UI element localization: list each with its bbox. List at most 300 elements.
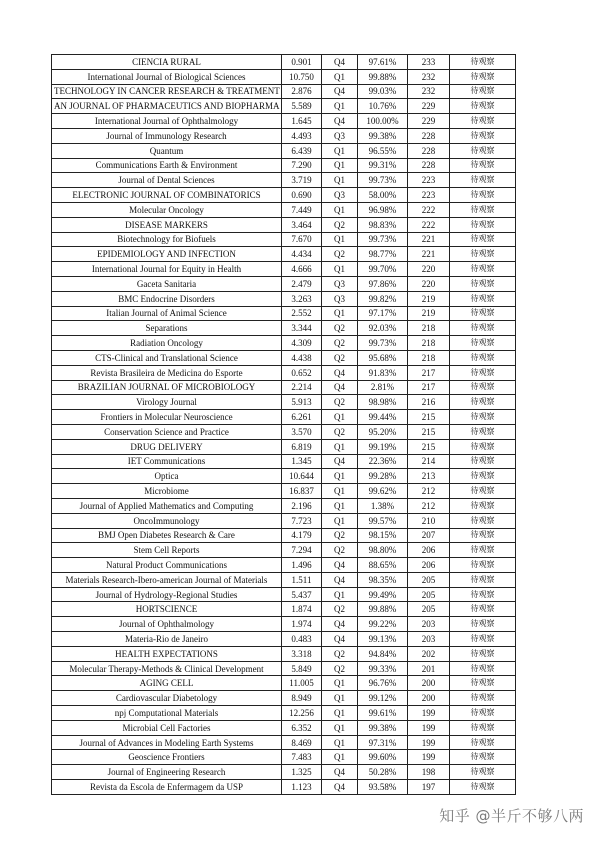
table-row — [52, 173, 516, 188]
status-cell: 待观察 — [450, 188, 516, 203]
journal-name-cell: Gaceta Sanitaria — [52, 276, 282, 291]
table-row — [52, 424, 516, 439]
percent-cell: 99.38% — [358, 128, 408, 143]
quartile-cell: Q1 — [322, 587, 358, 602]
quartile-cell: Q2 — [322, 395, 358, 410]
quartile-cell: Q2 — [322, 321, 358, 336]
rank-cell: 222 — [408, 202, 450, 217]
status-cell: 待观察 — [450, 247, 516, 262]
table-row — [52, 350, 516, 365]
rank-cell: 233 — [408, 55, 450, 70]
table-row — [52, 395, 516, 410]
percent-cell: 94.84% — [358, 646, 408, 661]
journal-name-cell: EPIDEMIOLOGY AND INFECTION — [52, 247, 282, 262]
impact-factor-cell: 2.196 — [282, 498, 322, 513]
journal-name-cell: Journal of Engineering Research — [52, 765, 282, 780]
impact-factor-cell: 1.874 — [282, 602, 322, 617]
impact-factor-cell: 3.263 — [282, 291, 322, 306]
rank-cell: 197 — [408, 780, 450, 795]
percent-cell: 99.44% — [358, 410, 408, 425]
table-row — [52, 69, 516, 84]
rank-cell: 207 — [408, 528, 450, 543]
status-cell: 待观察 — [450, 114, 516, 129]
percent-cell: 100.00% — [358, 114, 408, 129]
impact-factor-cell: 5.437 — [282, 587, 322, 602]
journal-name-cell: AGING CELL — [52, 676, 282, 691]
rank-cell: 200 — [408, 691, 450, 706]
quartile-cell: Q3 — [322, 291, 358, 306]
status-cell: 待观察 — [450, 632, 516, 647]
quartile-cell: Q2 — [322, 247, 358, 262]
impact-factor-cell: 1.345 — [282, 454, 322, 469]
status-cell: 待观察 — [450, 454, 516, 469]
table-body — [52, 55, 516, 795]
impact-factor-cell: 4.493 — [282, 128, 322, 143]
rank-cell: 221 — [408, 247, 450, 262]
journal-name-cell: DISEASE MARKERS — [52, 217, 282, 232]
rank-cell: 213 — [408, 469, 450, 484]
journal-name-cell: Italian Journal of Animal Science — [52, 306, 282, 321]
impact-factor-cell: 0.901 — [282, 55, 322, 70]
quartile-cell: Q1 — [322, 469, 358, 484]
rank-cell: 223 — [408, 188, 450, 203]
percent-cell: 99.62% — [358, 484, 408, 499]
impact-factor-cell: 2.552 — [282, 306, 322, 321]
status-cell: 待观察 — [450, 558, 516, 573]
quartile-cell: Q1 — [322, 306, 358, 321]
rank-cell: 198 — [408, 765, 450, 780]
percent-cell: 96.98% — [358, 202, 408, 217]
impact-factor-cell: 7.483 — [282, 750, 322, 765]
status-cell: 待观察 — [450, 543, 516, 558]
status-cell: 待观察 — [450, 602, 516, 617]
status-cell: 待观察 — [450, 661, 516, 676]
table-row — [52, 321, 516, 336]
quartile-cell: Q1 — [322, 750, 358, 765]
table-row — [52, 780, 516, 795]
percent-cell: 99.03% — [358, 84, 408, 99]
percent-cell: 98.98% — [358, 395, 408, 410]
impact-factor-cell: 3.570 — [282, 424, 322, 439]
status-cell: 待观察 — [450, 55, 516, 70]
journal-name-cell: npj Computational Materials — [52, 706, 282, 721]
table-row — [52, 454, 516, 469]
quartile-cell: Q4 — [322, 454, 358, 469]
status-cell: 待观察 — [450, 410, 516, 425]
journal-name-cell: BMJ Open Diabetes Research & Care — [52, 528, 282, 543]
quartile-cell: Q1 — [322, 99, 358, 114]
impact-factor-cell: 10.750 — [282, 69, 322, 84]
status-cell: 待观察 — [450, 276, 516, 291]
rank-cell: 205 — [408, 572, 450, 587]
status-cell: 待观察 — [450, 720, 516, 735]
quartile-cell: Q1 — [322, 720, 358, 735]
quartile-cell: Q2 — [322, 336, 358, 351]
table-row — [52, 291, 516, 306]
percent-cell: 10.76% — [358, 99, 408, 114]
rank-cell: 232 — [408, 69, 450, 84]
status-cell: 待观察 — [450, 99, 516, 114]
quartile-cell: Q1 — [322, 691, 358, 706]
percent-cell: 97.17% — [358, 306, 408, 321]
journal-name-cell: OncoImmunology — [52, 513, 282, 528]
quartile-cell: Q2 — [322, 424, 358, 439]
rank-cell: 223 — [408, 173, 450, 188]
percent-cell: 2.81% — [358, 380, 408, 395]
rank-cell: 220 — [408, 262, 450, 277]
rank-cell: 228 — [408, 143, 450, 158]
impact-factor-cell: 4.438 — [282, 350, 322, 365]
quartile-cell: Q1 — [322, 498, 358, 513]
rank-cell: 206 — [408, 543, 450, 558]
table-row — [52, 188, 516, 203]
percent-cell: 50.28% — [358, 765, 408, 780]
journal-name-cell: AN JOURNAL OF PHARMACEUTICS AND BIOPHARMA — [52, 99, 282, 114]
status-cell: 待观察 — [450, 158, 516, 173]
percent-cell: 99.28% — [358, 469, 408, 484]
quartile-cell: Q4 — [322, 380, 358, 395]
impact-factor-cell: 5.589 — [282, 99, 322, 114]
status-cell: 待观察 — [450, 84, 516, 99]
status-cell: 待观察 — [450, 528, 516, 543]
journal-name-cell: HORTSCIENCE — [52, 602, 282, 617]
quartile-cell: Q3 — [322, 188, 358, 203]
status-cell: 待观察 — [450, 424, 516, 439]
rank-cell: 215 — [408, 410, 450, 425]
impact-factor-cell: 5.849 — [282, 661, 322, 676]
journal-name-cell: Radiation Oncology — [52, 336, 282, 351]
journal-name-cell: Materials Research-Ibero-american Journal of Materials — [52, 572, 282, 587]
percent-cell: 97.86% — [358, 276, 408, 291]
journal-name-cell: Virology Journal — [52, 395, 282, 410]
table-row — [52, 247, 516, 262]
impact-factor-cell: 10.644 — [282, 469, 322, 484]
status-cell: 待观察 — [450, 395, 516, 410]
percent-cell: 98.35% — [358, 572, 408, 587]
impact-factor-cell: 1.511 — [282, 572, 322, 587]
rank-cell: 220 — [408, 276, 450, 291]
rank-cell: 199 — [408, 750, 450, 765]
table-row — [52, 765, 516, 780]
quartile-cell: Q1 — [322, 173, 358, 188]
table-row — [52, 558, 516, 573]
journal-name-cell: BMC Endocrine Disorders — [52, 291, 282, 306]
status-cell: 待观察 — [450, 306, 516, 321]
quartile-cell: Q4 — [322, 632, 358, 647]
impact-factor-cell: 2.479 — [282, 276, 322, 291]
table-row — [52, 617, 516, 632]
impact-factor-cell: 5.913 — [282, 395, 322, 410]
percent-cell: 95.20% — [358, 424, 408, 439]
quartile-cell: Q1 — [322, 143, 358, 158]
quartile-cell: Q2 — [322, 350, 358, 365]
rank-cell: 212 — [408, 498, 450, 513]
table-row — [52, 632, 516, 647]
status-cell: 待观察 — [450, 765, 516, 780]
percent-cell: 99.12% — [358, 691, 408, 706]
table-row — [52, 276, 516, 291]
table-row — [52, 99, 516, 114]
table-row — [52, 498, 516, 513]
journal-name-cell: International Journal of Biological Sciences — [52, 69, 282, 84]
impact-factor-cell: 1.325 — [282, 765, 322, 780]
journal-name-cell: BRAZILIAN JOURNAL OF MICROBIOLOGY — [52, 380, 282, 395]
percent-cell: 99.88% — [358, 69, 408, 84]
table-row — [52, 646, 516, 661]
quartile-cell: Q4 — [322, 84, 358, 99]
table-row — [52, 84, 516, 99]
status-cell: 待观察 — [450, 572, 516, 587]
status-cell: 待观察 — [450, 217, 516, 232]
rank-cell: 205 — [408, 587, 450, 602]
journal-table — [51, 54, 516, 795]
rank-cell: 216 — [408, 395, 450, 410]
percent-cell: 96.76% — [358, 676, 408, 691]
table-row — [52, 336, 516, 351]
journal-name-cell: ELECTRONIC JOURNAL OF COMBINATORICS — [52, 188, 282, 203]
journal-name-cell: Optica — [52, 469, 282, 484]
table-row — [52, 158, 516, 173]
percent-cell: 99.60% — [358, 750, 408, 765]
journal-name-cell: Separations — [52, 321, 282, 336]
impact-factor-cell: 7.294 — [282, 543, 322, 558]
impact-factor-cell: 4.666 — [282, 262, 322, 277]
quartile-cell: Q4 — [322, 572, 358, 587]
journal-name-cell: HEALTH EXPECTATIONS — [52, 646, 282, 661]
table-row — [52, 55, 516, 70]
rank-cell: 210 — [408, 513, 450, 528]
status-cell: 待观察 — [450, 128, 516, 143]
rank-cell: 228 — [408, 158, 450, 173]
status-cell: 待观察 — [450, 262, 516, 277]
percent-cell: 99.61% — [358, 706, 408, 721]
table-row — [52, 232, 516, 247]
impact-factor-cell: 11.005 — [282, 676, 322, 691]
impact-factor-cell: 4.179 — [282, 528, 322, 543]
percent-cell: 99.73% — [358, 232, 408, 247]
journal-name-cell: Journal of Hydrology-Regional Studies — [52, 587, 282, 602]
journal-name-cell: CIENCIA RURAL — [52, 55, 282, 70]
journal-name-cell: International Journal for Equity in Health — [52, 262, 282, 277]
quartile-cell: Q1 — [322, 232, 358, 247]
journal-name-cell: Stem Cell Reports — [52, 543, 282, 558]
journal-name-cell: DRUG DELIVERY — [52, 439, 282, 454]
percent-cell: 58.00% — [358, 188, 408, 203]
status-cell: 待观察 — [450, 691, 516, 706]
percent-cell: 99.38% — [358, 720, 408, 735]
rank-cell: 215 — [408, 439, 450, 454]
rank-cell: 214 — [408, 454, 450, 469]
rank-cell: 219 — [408, 291, 450, 306]
table-row — [52, 380, 516, 395]
journal-name-cell: Biotechnology for Biofuels — [52, 232, 282, 247]
rank-cell: 199 — [408, 720, 450, 735]
table-row — [52, 735, 516, 750]
rank-cell: 218 — [408, 336, 450, 351]
impact-factor-cell: 6.439 — [282, 143, 322, 158]
status-cell: 待观察 — [450, 587, 516, 602]
table-row — [52, 572, 516, 587]
table-row — [52, 262, 516, 277]
percent-cell: 99.22% — [358, 617, 408, 632]
journal-name-cell: Journal of Immunology Research — [52, 128, 282, 143]
impact-factor-cell: 1.974 — [282, 617, 322, 632]
journal-name-cell: Quantum — [52, 143, 282, 158]
percent-cell: 99.88% — [358, 602, 408, 617]
quartile-cell: Q4 — [322, 558, 358, 573]
status-cell: 待观察 — [450, 439, 516, 454]
quartile-cell: Q4 — [322, 114, 358, 129]
table-row — [52, 439, 516, 454]
table-row — [52, 484, 516, 499]
journal-name-cell: Revista da Escola de Enfermagem da USP — [52, 780, 282, 795]
table-row — [52, 202, 516, 217]
percent-cell: 97.61% — [358, 55, 408, 70]
rank-cell: 199 — [408, 706, 450, 721]
impact-factor-cell: 6.352 — [282, 720, 322, 735]
status-cell: 待观察 — [450, 750, 516, 765]
quartile-cell: Q1 — [322, 69, 358, 84]
rank-cell: 232 — [408, 84, 450, 99]
rank-cell: 217 — [408, 380, 450, 395]
table-row — [52, 128, 516, 143]
status-cell: 待观察 — [450, 513, 516, 528]
percent-cell: 92.03% — [358, 321, 408, 336]
journal-name-cell: Molecular Oncology — [52, 202, 282, 217]
impact-factor-cell: 0.690 — [282, 188, 322, 203]
impact-factor-cell: 7.670 — [282, 232, 322, 247]
quartile-cell: Q2 — [322, 528, 358, 543]
journal-name-cell: Cardiovascular Diabetology — [52, 691, 282, 706]
quartile-cell: Q3 — [322, 276, 358, 291]
status-cell: 待观察 — [450, 676, 516, 691]
journal-name-cell: Molecular Therapy-Methods & Clinical Development — [52, 661, 282, 676]
table-row — [52, 469, 516, 484]
table-row — [52, 217, 516, 232]
journal-name-cell: Communications Earth & Environment — [52, 158, 282, 173]
rank-cell: 199 — [408, 735, 450, 750]
percent-cell: 99.70% — [358, 262, 408, 277]
status-cell: 待观察 — [450, 232, 516, 247]
quartile-cell: Q2 — [322, 661, 358, 676]
table-row — [52, 720, 516, 735]
rank-cell: 201 — [408, 661, 450, 676]
percent-cell: 22.36% — [358, 454, 408, 469]
table-row — [52, 676, 516, 691]
rank-cell: 206 — [408, 558, 450, 573]
table-row — [52, 365, 516, 380]
journal-name-cell: Journal of Advances in Modeling Earth Systems — [52, 735, 282, 750]
impact-factor-cell: 1.645 — [282, 114, 322, 129]
journal-name-cell: Conservation Science and Practice — [52, 424, 282, 439]
status-cell: 待观察 — [450, 780, 516, 795]
table-row — [52, 587, 516, 602]
percent-cell: 99.57% — [358, 513, 408, 528]
table-row — [52, 306, 516, 321]
quartile-cell: Q4 — [322, 780, 358, 795]
rank-cell: 203 — [408, 617, 450, 632]
impact-factor-cell: 3.719 — [282, 173, 322, 188]
status-cell: 待观察 — [450, 143, 516, 158]
quartile-cell: Q1 — [322, 676, 358, 691]
percent-cell: 88.65% — [358, 558, 408, 573]
rank-cell: 229 — [408, 114, 450, 129]
percent-cell: 99.73% — [358, 336, 408, 351]
journal-name-cell: Microbial Cell Factories — [52, 720, 282, 735]
status-cell: 待观察 — [450, 350, 516, 365]
table-row — [52, 410, 516, 425]
table-row — [52, 143, 516, 158]
percent-cell: 99.13% — [358, 632, 408, 647]
rank-cell: 217 — [408, 365, 450, 380]
impact-factor-cell: 12.256 — [282, 706, 322, 721]
quartile-cell: Q4 — [322, 365, 358, 380]
quartile-cell: Q1 — [322, 484, 358, 499]
percent-cell: 99.31% — [358, 158, 408, 173]
impact-factor-cell: 7.449 — [282, 202, 322, 217]
quartile-cell: Q3 — [322, 128, 358, 143]
percent-cell: 98.15% — [358, 528, 408, 543]
rank-cell: 202 — [408, 646, 450, 661]
rank-cell: 203 — [408, 632, 450, 647]
journal-name-cell: International Journal of Ophthalmology — [52, 114, 282, 129]
rank-cell: 200 — [408, 676, 450, 691]
quartile-cell: Q1 — [322, 158, 358, 173]
rank-cell: 218 — [408, 321, 450, 336]
journal-name-cell: Frontiers in Molecular Neuroscience — [52, 410, 282, 425]
journal-name-cell: Microbiome — [52, 484, 282, 499]
percent-cell: 93.58% — [358, 780, 408, 795]
percent-cell: 91.83% — [358, 365, 408, 380]
quartile-cell: Q1 — [322, 706, 358, 721]
rank-cell: 228 — [408, 128, 450, 143]
status-cell: 待观察 — [450, 202, 516, 217]
status-cell: 待观察 — [450, 469, 516, 484]
status-cell: 待观察 — [450, 498, 516, 513]
journal-name-cell: CTS-Clinical and Translational Science — [52, 350, 282, 365]
table-row — [52, 750, 516, 765]
journal-name-cell: Journal of Ophthalmology — [52, 617, 282, 632]
status-cell: 待观察 — [450, 336, 516, 351]
percent-cell: 96.55% — [358, 143, 408, 158]
table-row — [52, 706, 516, 721]
rank-cell: 221 — [408, 232, 450, 247]
status-cell: 待观察 — [450, 365, 516, 380]
watermark: 知乎 @半斤不够八两 — [439, 807, 584, 825]
status-cell: 待观察 — [450, 173, 516, 188]
table-row — [52, 691, 516, 706]
status-cell: 待观察 — [450, 69, 516, 84]
percent-cell: 98.83% — [358, 217, 408, 232]
impact-factor-cell: 2.214 — [282, 380, 322, 395]
table-row — [52, 513, 516, 528]
journal-name-cell: Journal of Dental Sciences — [52, 173, 282, 188]
impact-factor-cell: 3.318 — [282, 646, 322, 661]
percent-cell: 99.49% — [358, 587, 408, 602]
percent-cell: 98.77% — [358, 247, 408, 262]
rank-cell: 222 — [408, 217, 450, 232]
rank-cell: 229 — [408, 99, 450, 114]
percent-cell: 99.33% — [358, 661, 408, 676]
impact-factor-cell: 1.496 — [282, 558, 322, 573]
status-cell: 待观察 — [450, 291, 516, 306]
quartile-cell: Q2 — [322, 646, 358, 661]
impact-factor-cell: 2.876 — [282, 84, 322, 99]
impact-factor-cell: 16.837 — [282, 484, 322, 499]
journal-name-cell: TECHNOLOGY IN CANCER RESEARCH & TREATMENT — [52, 84, 282, 99]
status-cell: 待观察 — [450, 484, 516, 499]
impact-factor-cell: 8.949 — [282, 691, 322, 706]
